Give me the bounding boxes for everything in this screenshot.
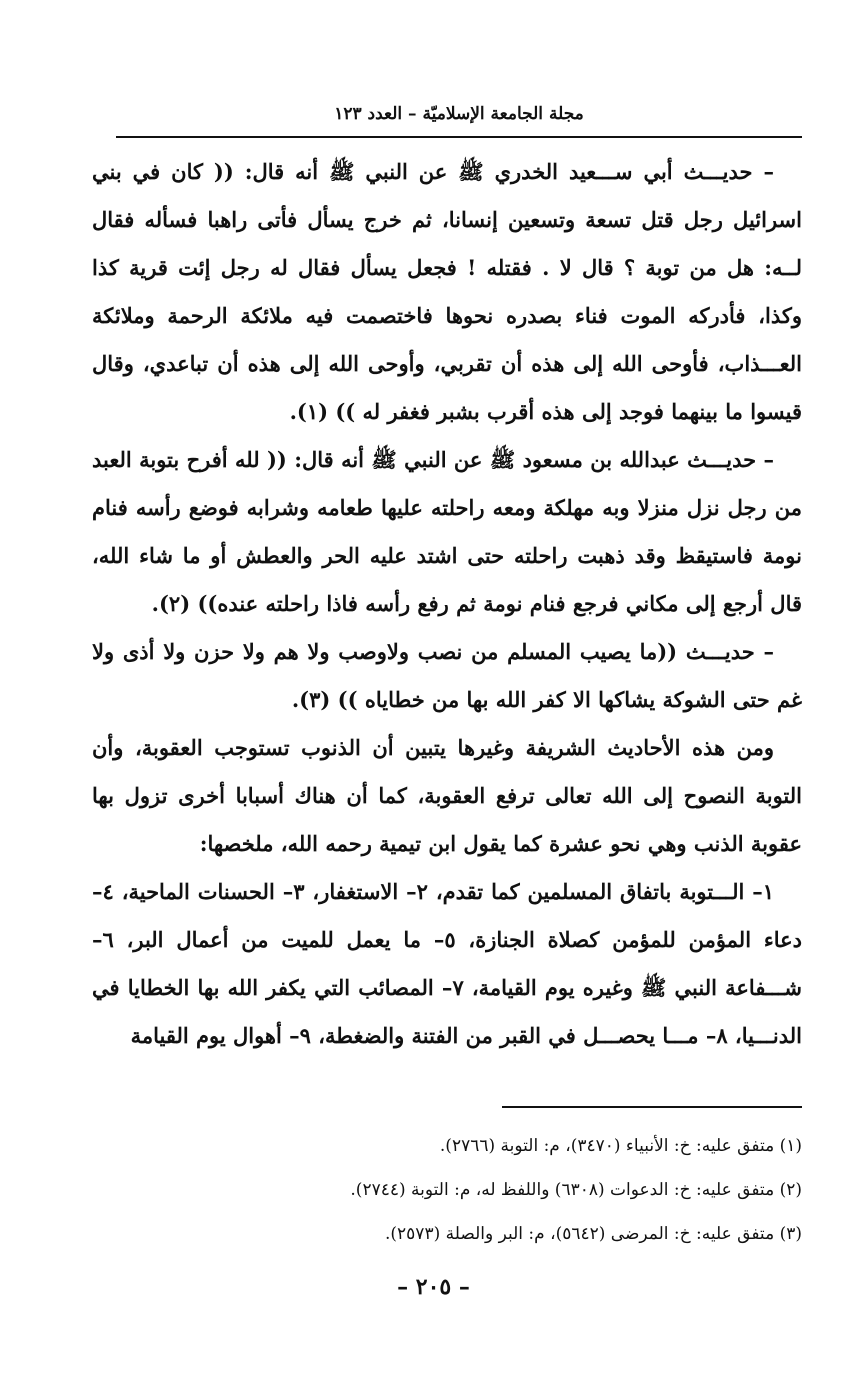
paragraph-causes-list: ١– الـــتوبة باتفاق المسلمين كما تقدم، ٢– الاستغفار، ٣– الحسنات الماحية، ٤– دعاء المؤمن للمؤمن كصلاة الجنازة، ٥– ما يعمل للميت من أعمال البر، ٦– شـــفاعة النبي ﷺ وغيره يوم القيامة، ٧– المصائب التي يكفر الله بها الخطايا في الدنـــيا، ٨– مـــا يحصـــل في القبر من الفتنة والضغطة، ٩– أهوال يوم القيامة: [92, 879, 803, 1048]
running-header: مجلة الجامعة الإسلاميّة – العدد ١٢٣: [334, 104, 584, 124]
paragraph-hadith-ibn-masud: – حديـــث عبدالله بن مسعود ﷺ عن النبي ﷺ أنه قال: (( لله أفرح بتوبة العبد من رجل نزل منزلا وبه مهلكة ومعه راحلته عليها طعامه وشرابه فوضع رأسه فنام نومة فاستيقظ وقد ذهبت راحلته حتى اشتد عليه الحر والعطش أو ما شاء الله، قال أرجع إلى مكاني فرجع فنام نومة ثم رفع رأسه فاذا راحلته عنده)) (٢).: [92, 447, 802, 616]
paragraph-conclusion: ومن هذه الأحاديث الشريفة وغيرها يتبين أن الذنوب تستوجب العقوبة، وأن التوبة النصوح إلى الله تعالى ترفع العقوبة، كما أن هناك أسبابا أخرى تزول بها عقوبة الذنب وهي نحو عشرة كما يقول ابن تيمية رحمه الله، ملخصها:: [92, 735, 802, 856]
header-divider: [116, 136, 802, 138]
footnote-1: (١) متفق عليه: خ: الأنبياء (٣٤٧٠)، م: التوبة (٢٧٦٦).: [439, 1136, 802, 1156]
page-number: – ٢٠٥ –: [397, 1274, 470, 1300]
paragraph-hadith-muslim-affliction: – حديـــث ((ما يصيب المسلم من نصب ولاوصب ولا هم ولا حزن ولا أذى ولا غم حتى الشوكة يشاكها الا كفر الله بها من خطاياه )) (٣).: [92, 639, 802, 712]
footnote-3: (٣) متفق عليه: خ: المرضى (٥٦٤٢)، م: البر والصلة (٢٥٧٣).: [385, 1224, 802, 1244]
footnotes: [116, 1124, 802, 1256]
paragraph-hadith-abu-said: – حديـــث أبي ســـعيد الخدري ﷺ عن النبي ﷺ أنه قال: (( كان في بني اسرائيل رجل قتل تسعة وتسعين إنسانا، ثم خرج يسأل فأتى راهبا فسأله فقال لــه: هل من توبة ؟ قال لا . فقتله ! فجعل يسأل فقال له رجل إئت قرية كذا وكذا، فأدركه الموت فناء بصدره نحوها فاختصمت فيه ملائكة الرحمة وملائكة العـــذاب، فأوحى الله إلى هذه أن تقربي، وأوحى الله إلى هذه أن تباعدي، وقال قيسوا ما بينهما فوجد إلى هذه أقرب بشبر فغفر له )) (١).: [92, 159, 802, 424]
main-text: [92, 148, 802, 1060]
footnote-2: (٢) متفق عليه: خ: الدعوات (٦٣٠٨) واللفظ له، م: التوبة (٢٧٤٤).: [350, 1180, 802, 1200]
footnote-divider: [502, 1106, 802, 1108]
